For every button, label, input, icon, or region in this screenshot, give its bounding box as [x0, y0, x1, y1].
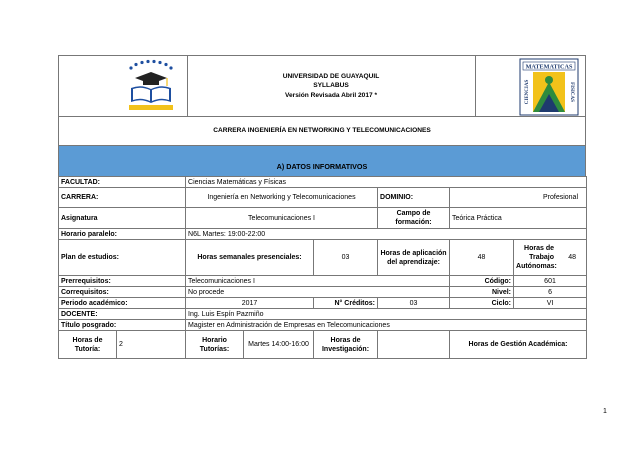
logo-text-left: CIENCIAS	[525, 79, 530, 105]
horas-semanales-label: Horas semanales presenciales:	[186, 240, 314, 276]
table-row	[59, 208, 587, 229]
carrera-banner: CARRERA INGENIERÍA EN NETWORKING Y TELECOMUNICACIONES	[58, 116, 586, 146]
horas-investigacion-label: Horas de Investigación:	[314, 331, 378, 359]
carrera-value: Ingeniería en Networking y Telecomunicaciones	[186, 188, 378, 208]
table-row	[59, 309, 587, 320]
table-row	[59, 320, 587, 331]
table-row	[59, 298, 587, 309]
horas-gestion-label: Horas de Gestión Académica:	[450, 331, 587, 359]
section-header: A) DATOS INFORMATIVOS	[58, 146, 586, 177]
faculty-logo-cell	[475, 56, 585, 116]
codigo-label: Código:	[450, 276, 514, 287]
horario-tutorias-value: Martes 14:00-16:00	[244, 331, 314, 359]
periodo-label: Periodo académico:	[59, 298, 186, 309]
titulo-posgrado-label: Título posgrado:	[59, 320, 186, 331]
asignatura-label: Asignatura	[59, 208, 186, 229]
autonomas-cell	[514, 240, 587, 276]
horas-aplicacion-value: 48	[450, 240, 514, 276]
horas-investigacion-value	[378, 331, 450, 359]
docente-label: DOCENTE:	[59, 309, 186, 320]
asignatura-value: Telecomunicaciones I	[186, 208, 378, 229]
page-number: 1	[603, 408, 607, 415]
table-row	[59, 331, 587, 359]
periodo-value: 2017	[186, 298, 314, 309]
table-row	[59, 276, 587, 287]
creditos-value: 03	[378, 298, 450, 309]
horas-semanales-value: 03	[314, 240, 378, 276]
nivel-value: 6	[514, 287, 587, 298]
codigo-value: 601	[514, 276, 587, 287]
facultad-value: Ciencias Matemáticas y Físicas	[186, 177, 587, 188]
prerrequisitos-label: Prerrequisitos:	[59, 276, 186, 287]
facultad-label: FACULTAD:	[59, 177, 186, 188]
horario-paralelo-label: Horario paralelo:	[59, 229, 186, 240]
horario-paralelo-value: N6L Martes: 19:00-22:00	[186, 229, 587, 240]
table-row	[59, 240, 587, 276]
dominio-value: Profesional	[450, 188, 587, 208]
correquisitos-value: No procede	[186, 287, 450, 298]
version-note: Versión Revisada Abril 2017 *	[284, 91, 378, 99]
header-title-cell	[187, 56, 476, 116]
table-row	[59, 188, 587, 208]
table-row	[59, 287, 587, 298]
nivel-label: Nivel:	[450, 287, 514, 298]
horas-autonomas-value: 48	[568, 254, 577, 261]
university-name: UNIVERSIDAD DE GUAYAQUIL	[282, 72, 380, 80]
logo-text-top: MATEMATICAS	[525, 63, 573, 71]
carrera-label: CARRERA:	[59, 188, 186, 208]
horas-tutoria-value: 2	[117, 331, 186, 359]
table-row	[59, 229, 587, 240]
dominio-label: DOMINIO:	[378, 188, 450, 208]
plan-estudios-label: Plan de estudios:	[59, 240, 186, 276]
horas-aplicacion-label: Horas de aplicación del aprendizaje:	[378, 240, 450, 276]
docente-value: Ing. Luis Espín Pazmiño	[186, 309, 587, 320]
creditos-label: N° Créditos:	[314, 298, 378, 309]
correquisitos-label: Correquisitos:	[59, 287, 186, 298]
document-type: SYLLABUS	[313, 82, 349, 90]
horario-tutorias-label: Horario Tutorías:	[186, 331, 244, 359]
datos-informativos-table	[58, 176, 587, 359]
horas-autonomas-label: Horas de Trabajo Autónomas:	[516, 245, 557, 270]
logo-text-right: FISICAS	[569, 82, 574, 102]
campo-formacion-value: Teórica Práctica	[450, 208, 587, 229]
header-block	[58, 55, 586, 117]
university-logo	[123, 58, 179, 114]
ciclo-label: Ciclo:	[450, 298, 514, 309]
campo-formacion-label: Campo de formación:	[378, 208, 450, 229]
table-row	[59, 177, 587, 188]
faculty-logo	[519, 58, 579, 116]
ciclo-value: VI	[514, 298, 587, 309]
prerrequisitos-value: Telecomunicaciones I	[186, 276, 450, 287]
horas-tutoria-label: Horas de Tutoría:	[59, 331, 117, 359]
titulo-posgrado-value: Magister en Administración de Empresas en Telecomunicaciones	[186, 320, 587, 331]
university-logo-cell	[59, 56, 188, 116]
